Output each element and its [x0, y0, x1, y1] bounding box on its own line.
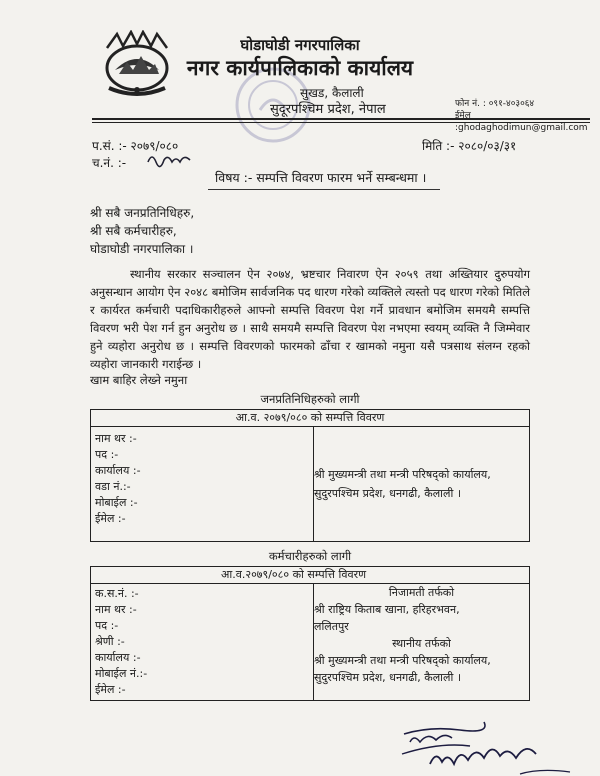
field-email: ईमेल :- — [95, 512, 126, 525]
field-office: कार्यालय :- — [95, 464, 141, 477]
field-ward: वडा नं.:- — [95, 480, 131, 493]
field-office: कार्यालय :- — [95, 651, 141, 664]
dispatch-number: च.नं. :- — [92, 156, 127, 170]
email-address: ईमेल :ghodaghodimun@gmail.com — [455, 111, 588, 133]
subject-underline — [208, 189, 440, 190]
local-service-heading: स्थानीय तर्फको — [392, 637, 451, 650]
recipient-line: श्री मुख्यमन्त्री तथा मन्त्री परिषद्को कार्यालय, — [314, 654, 491, 667]
letter-date: मिति :- २०८०/०३/३१ — [422, 139, 517, 153]
sender-fields — [91, 584, 314, 701]
phone-number: फोन नं. : ०९१-४०३०६४ — [455, 99, 535, 109]
addressee-line: श्री सबै जनप्रतिनिधिहरु, — [90, 206, 195, 220]
contact-info — [455, 98, 600, 134]
field-mobile: मोबाईल :- — [95, 496, 138, 509]
section-title: जनप्रतिनिधिहरुको लागी — [260, 392, 360, 406]
field-post: पद :- — [95, 448, 119, 461]
letter-body: स्थानीय सरकार सञ्चालन ऐन २०७४, भ्रष्टचार निवारण ऐन २०५९ तथा अख्तियार दुरुपयोग अनुसन्धान आयोग ऐन २०४८ बमोजिम सार्वजनिक पद धारण गरेको व्यक्तिले त्यस्तो पद धारण गरेको मितिले र कार्यरत कर्मचारी पदाधिकारीहरुले आफ्नो सम्पत्ति विवरण पेश गर्ने प्रावधान बमोजिम समयमै सम्पत्ति विवरण भरी पेश गर्न हुन अनुरोध छ । साथै समयमै सम्पत्ति विवरण पेश नभएमा स्वयम् व्यक्ति नै जिम्मेवार हुने व्यहोरा अनुरोध छ । सम्पत्ति विवरणको फारमको ढाँचा र खामको नमुना यसै पत्रसाथ संलग्न रहको व्यहोरा जानकारी गराईन्छ । — [90, 267, 530, 371]
field-serial: क.स.नं. :- — [95, 587, 139, 600]
municipality-name: घोडाघोडी नगरपालिका — [240, 36, 360, 54]
recipient-line: सुदुरपश्चिम प्रदेश, धनगढी, कैलाली । — [314, 487, 462, 500]
office-location: सुखड, कैलाली — [300, 86, 364, 100]
table-title: आ.व.२०७९/०८० को सम्पत्ति विवरण — [91, 567, 530, 584]
recipient-line: सुदुरपश्चिम प्रदेश, धनगढी, कैलाली । — [314, 671, 462, 684]
table-title: आ.व. २०७९/०८० को सम्पत्ति विवरण — [91, 410, 530, 427]
field-name: नाम थर :- — [95, 603, 137, 616]
employees-envelope-table — [90, 566, 530, 701]
addressee-line: घोडाघोडी नगरपालिका । — [90, 242, 194, 256]
office-province: सुदूरपश्चिम प्रदेश, नेपाल — [270, 102, 386, 117]
header-rule-thin — [92, 122, 590, 123]
field-mobile: मोबाईल नं.:- — [95, 667, 148, 680]
representatives-envelope-table — [90, 409, 530, 542]
field-post: पद :- — [95, 619, 119, 632]
sender-fields — [91, 427, 314, 542]
recipient-line: श्री राष्ट्रिय किताब खाना, हरिहरभवन, — [314, 603, 460, 616]
reference-number: प.सं. :- २०७९/०८० — [92, 139, 179, 153]
field-name: नाम थर :- — [95, 432, 137, 445]
civil-service-heading: निजामती तर्फको — [388, 586, 455, 599]
section-title: कर्मचारीहरुको लागी — [268, 549, 352, 563]
handwritten-signature — [400, 712, 590, 776]
header-rule-thick — [92, 118, 590, 120]
recipient-line: श्री मुख्यमन्त्री तथा मन्त्री परिषद्को कार्यालय, — [314, 468, 491, 481]
handwritten-dispatch-number — [146, 150, 192, 168]
section-representatives — [90, 392, 530, 407]
recipient-office — [314, 427, 530, 542]
recipient-office — [314, 584, 530, 701]
section-employees — [90, 549, 530, 564]
addressee-line: श्री सबै कर्मचारीहरु, — [90, 224, 177, 238]
field-email: ईमेल :- — [95, 683, 126, 696]
office-name: नगर कार्यपालिकाको कार्यालय — [186, 56, 414, 80]
field-grade: श्रेणी :- — [95, 635, 125, 648]
letter-subject: विषय :- सम्पत्ति विवरण फारम भर्ने सम्बन्धमा । — [215, 170, 427, 185]
envelope-sample-label: खाम बाहिर लेख्ने नमुना — [90, 373, 188, 387]
recipient-line: ललितपुर — [314, 620, 349, 633]
